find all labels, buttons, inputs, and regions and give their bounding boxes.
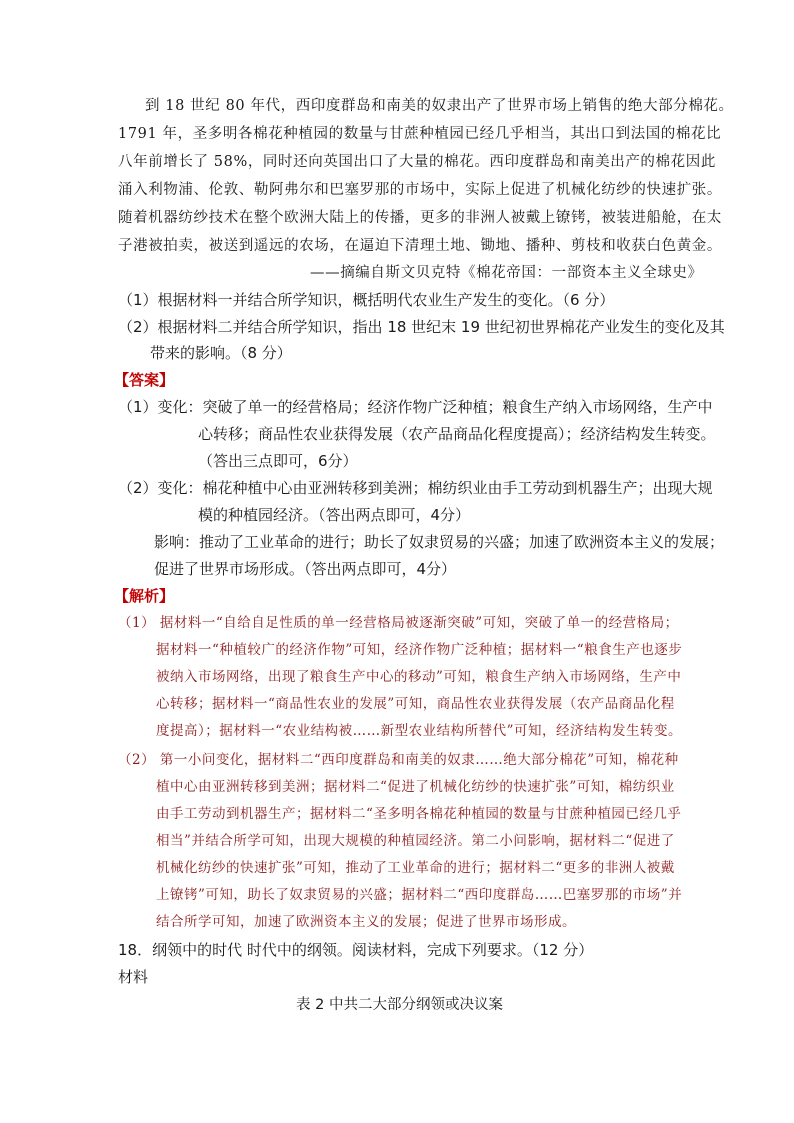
question-2-cont: 带来的影响。（8 分） <box>150 344 292 362</box>
answer-line-5: 模的种植园经济。（答出两点即可，4分） <box>198 506 471 524</box>
analysis-label: 【解析】 <box>114 587 175 605</box>
answer-label: 【答案】 <box>114 371 175 389</box>
analysis-line-2: 据材料一“种植较广的经济作物”可知，经济作物广泛种植；据材料一“粮食生产也逐步 <box>156 642 683 658</box>
material-source: ——摘编自斯文贝克特《棉花帝国：一部资本主义全球史》 <box>310 265 703 281</box>
analysis-line-12: 结合所学可知，加速了欧洲资本主义的发展；促进了世界市场形成。 <box>156 914 576 930</box>
analysis-line-8: 由手工劳动到机器生产；据材料二“圣多明各棉花种植园的数量与甘蔗种植园已经几乎 <box>156 806 682 822</box>
answer-line-3: （答出三点即可，6分） <box>198 452 358 470</box>
analysis-line-7: 植中心由亚洲转移到美洲；据材料二“促进了机械化纺纱的快速扩张”可知，棉纺织业 <box>156 779 675 795</box>
table-caption: 表 2 中共二大部分纲领或决议案 <box>296 997 503 1013</box>
question-2: （2）根据材料二并结合所学知识，指出 18 世纪末 19 世纪初世界棉花产业发生的变化及其 <box>118 318 725 336</box>
answer-line-2: 心转移；商品性农业获得发展（农产品商品化程度提高）；经济结构发生转变。 <box>198 425 716 443</box>
answer-line-7: 促进了世界市场形成。（答出两点即可，4分） <box>154 560 457 578</box>
analysis-line-11: 上镣铐”可知，助长了奴隶贸易的兴盛；据材料二“西印度群岛……巴塞罗那的市场”并 <box>156 887 683 903</box>
analysis-line-6: （2） 第一小问变化，据材料二“西印度群岛和南美的奴隶……绝大部分棉花”可知，棉花种 <box>118 752 679 768</box>
analysis-line-10: 机械化纺纱的快速扩张”可知，推动了工业革命的进行；据材料二“更多的非洲人被戴 <box>156 860 675 876</box>
answer-line-4: （2）变化：棉花种植中心由亚洲转移到美洲；棉纺织业由手工劳动到机器生产；出现大规 <box>118 479 713 497</box>
analysis-line-4: 心转移；据材料一“商品性农业的发展”可知，商品性农业获得发展（农产品商品化程 <box>156 696 675 712</box>
analysis-line-1: （1） 据材料一“自给自足性质的单一经营格局被逐渐突破”可知，突破了单一的经营格局； <box>118 615 679 631</box>
material-line-1: 到 18 世纪 80 年代，西印度群岛和南美的奴隶出产了世界市场上销售的绝大部分棉花。 <box>145 98 734 114</box>
analysis-line-3: 被纳入市场网络，出现了粮食生产中心的移动”可知，粮食生产纳入市场网络，生产中 <box>156 669 682 685</box>
answer-line-1: （1）变化：突破了单一的经营格局；经济作物广泛种植；粮食生产纳入市场网络，生产中 <box>118 398 713 416</box>
material-label: 材料 <box>118 968 149 986</box>
material-line-3: 八年前增长了 58%，同时还向英国出口了大量的棉花。西印度群岛和南美出产的棉花因此 <box>118 154 716 170</box>
material-line-2: 1791 年，圣多明各棉花种植园的数量与甘蔗种植园已经几乎相当，其出口到法国的棉花比 <box>118 126 722 142</box>
question-18: 18．纲领中的时代 时代中的纲领。阅读材料，完成下列要求。（12 分） <box>118 941 594 959</box>
material-line-4: 涌入利物浦、伦敦、勒阿弗尔和巴塞罗那的市场中，实际上促进了机械化纺纱的快速扩张。 <box>118 182 722 198</box>
material-line-5: 随着机器纺纱技术在整个欧洲大陆上的传播，更多的非洲人被戴上镣铐，被装进船舱，在太 <box>118 210 722 226</box>
analysis-line-5: 度提高）；据材料一“农业结构被……新型农业结构所替代”可知，经济结构发生转变。 <box>156 723 683 739</box>
analysis-line-9: 相当”并结合所学可知，出现大规模的种植园经济。第二小问影响，据材料二“促进了 <box>156 833 675 849</box>
material-line-6: 子港被拍卖，被送到遥远的农场，在逼迫下清理土地、锄地、播种、剪枝和收获白色黄金。 <box>118 238 722 254</box>
question-1: （1）根据材料一并结合所学知识，概括明代农业生产发生的变化。（6 分） <box>118 291 615 309</box>
answer-line-6: 影响：推动了工业革命的进行；助长了奴隶贸易的兴盛；加速了欧洲资本主义的发展； <box>154 533 725 551</box>
